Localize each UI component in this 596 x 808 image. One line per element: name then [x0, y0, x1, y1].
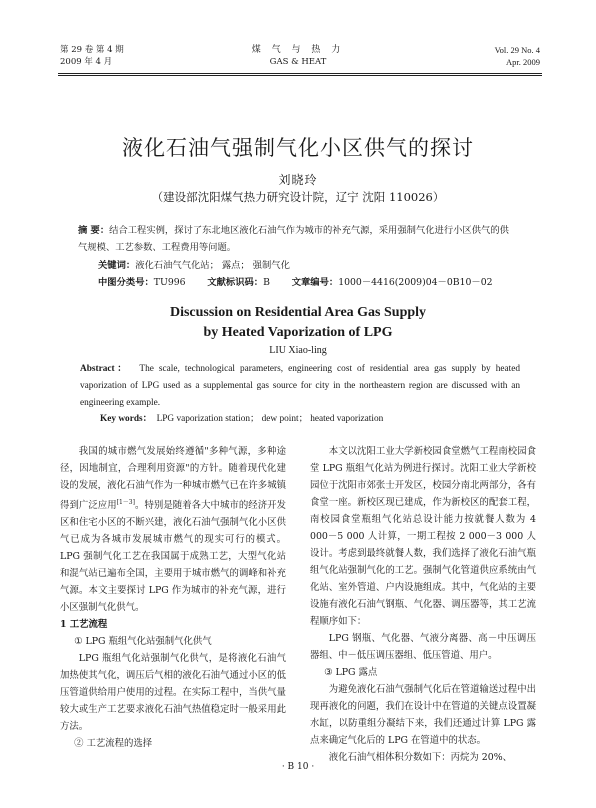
abstract-en [80, 361, 520, 412]
title-en-line1: Discussion on Residential Area Gas Supply [169, 305, 427, 320]
header-journal-cn: 煤 气 与 热 力 [251, 45, 345, 55]
keywords-cn-text: 液化石油气气化站； 露点； 强制气化 [135, 260, 290, 271]
paragraph: 本文以沈阳工业大学新校园食堂燃气工程南校园食堂 LPG 瓶组气化站为例进行探讨。沈阳工业大学新校园位于沈阳市郊张士开发区，校园分南北两部分，各有食堂一座。新校区现已建成，作为新校区的配套工程，南校园食堂瓶组气化站总设计能力按就餐人数为 4 000－5 000 人计算，一期工程按 2 000－3 000 人设计。考虑到最终就餐人数，我们选择了液化石油气瓶组气化站强制气化的工艺。强制气化管道供应系统由气化站、室外管道、户内设施组成。其中，气化站的主要设施有液化石油气钢瓶、气化器、调压器等，其工艺流程顺序如下： [310, 446, 536, 627]
classification-line [98, 274, 497, 288]
header-volume-en-block [495, 44, 540, 68]
paragraph [60, 443, 286, 616]
abstract-cn-text: 结合工程实例，探讨了东北地区液化石油气作为城市的补充气源，采用强制气化进行小区供气的供气规模、工艺参数、工程费用等问题。 [78, 225, 509, 253]
paragraph: LPG 钢瓶、气化器、气液分离器、高－中压调压器组、中－低压调压器组、低压管道、用户。 [310, 633, 536, 661]
paragraph: 液化石油气相体积分数如下：丙烷为 20%、 [328, 752, 512, 763]
article-number-value: 1000－4416(2009)04－0B10－02 [338, 277, 493, 288]
header-rule [58, 73, 542, 74]
keywords-en-text: LPG vaporization station； dew point； heated vaporization [156, 414, 384, 424]
subsection-heading: ② 工艺流程的选择 [74, 738, 153, 750]
citation: [1－3] [116, 499, 135, 506]
abstract-en-label: Abstract： [80, 364, 130, 374]
keywords-en-label: Key words： [100, 414, 152, 424]
section-heading: 1 工艺流程 [60, 619, 108, 631]
title-en-line2: by Heated Vaporization of LPG [203, 325, 393, 340]
header-volume-en: Vol. 29 No. 4 [494, 45, 540, 55]
header-date-en: Apr. 2009 [506, 57, 540, 67]
clc-value: TU996 [153, 277, 186, 288]
abstract-cn [78, 222, 518, 256]
header-volume-cn: 第 29 卷 第 4 期 [60, 45, 124, 55]
paragraph-text: 我国的城市燃气发展始终遵循"多种气源，多种途径，因地制宜，合理利用资源"的方针。随着现代化建设的发展，液化石油气作为一种城市燃气已在许多城镇得到广泛应用 [60, 446, 286, 512]
page-number: · B 10 · [281, 762, 315, 772]
header-date-cn: 2009 年 4 月 [60, 57, 113, 67]
doc-code-label: 文献标识码： [207, 277, 264, 288]
article-number-label: 文章编号： [291, 277, 339, 288]
article-title-en [0, 303, 596, 343]
doc-code-value: B [263, 277, 270, 288]
paragraph-text: 。特别是随着各大中城市的经济开发区和住宅小区的不断兴建，液化石油气强制气化小区供气已成为各城市发展城市燃气的现实可行的模式。LPG 强制气化工艺在我国属于成熟工艺，大型气化站和混气站已遍布全国，主要用于城市燃气的调峰和补充气源。本文主要探讨 LPG 作为城市的补充气源，进行小区强制气化供气。 [60, 500, 286, 614]
abstract-en-text: The scale, technological parameters, engineering cost of residential area gas supply by heated vaporization of LPG used as a supplemental gas source for city in the northeastern region are discussed with an engineering example. [80, 364, 520, 408]
affiliation-cn: （建设部沈阳煤气热力研究设计院，辽宁 沈阳 110026） [151, 190, 445, 204]
keywords-cn [98, 257, 290, 271]
author-cn: 刘晓玲 [278, 173, 318, 187]
subsection-heading: ① LPG 瓶组气化站强制气化供气 [74, 636, 212, 648]
article-title-cn: 液化石油气强制气化小区供气的探讨 [122, 136, 474, 160]
keywords-cn-label: 关键词： [98, 260, 136, 271]
paragraph: 为避免液化石油气强制气化后在管道输送过程中出现再液化的问题，我们在设计中在管道的关键点设置凝水缸，以防重组分凝结下来，我们还通过计算 LPG 露点来确定气化后的 LPG 在管道中的状态。 [310, 684, 536, 746]
clc-label: 中图分类号： [98, 277, 154, 288]
author-en: LIU Xiao-ling [269, 345, 327, 356]
abstract-cn-label: 摘 要： [78, 225, 110, 236]
body-column-left [60, 443, 286, 752]
keywords-en [100, 410, 383, 424]
subsection-heading: ③ LPG 露点 [324, 667, 378, 678]
body-column-right [310, 443, 536, 766]
paragraph: LPG 瓶组气化站强制气化供气，是将液化石油气加热使其气化，调压后气相的液化石油气通过小区的低压管道供给用户使用的过程。在实际工程中，当供气量较大或生产工艺要求液化石油气热值稳定时一般采用此方法。 [60, 653, 286, 733]
header-journal-en: GAS & HEAT [269, 57, 327, 67]
header-rule-thin [58, 75, 542, 76]
